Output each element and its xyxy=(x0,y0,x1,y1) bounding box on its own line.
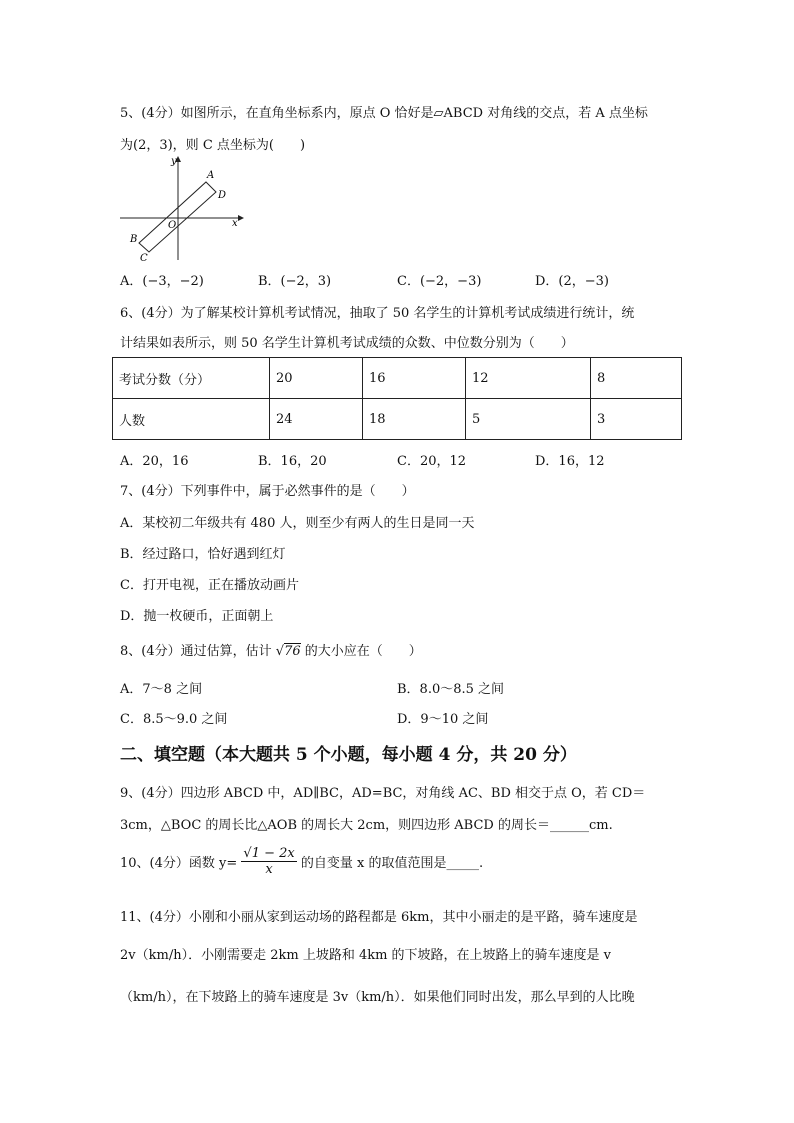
q10-denominator: x xyxy=(265,862,273,877)
q11-stem-line1: 11、(4分）小刚和小丽从家到运动场的路程都是 6km，其中小丽走的是平路，骑车速度是 xyxy=(120,910,638,925)
table-cell: 考试分数（分） xyxy=(113,358,270,399)
q7-option-b: B．经过路口，恰好遇到红灯 xyxy=(120,547,286,562)
table-row xyxy=(113,399,682,440)
section-title: 二、填空题（本大题共 5 个小题，每小题 4 分，共 20 分） xyxy=(120,745,577,765)
q7-stem: 7、(4分）下列事件中，属于必然事件的是（ ） xyxy=(120,484,415,499)
q5-option-d: D．(2，−3) xyxy=(535,274,610,289)
q8-stem xyxy=(120,640,422,659)
table-cell: 5 xyxy=(466,399,591,440)
table-cell: 24 xyxy=(270,399,363,440)
q8-option-b: B．8.0～8.5 之间 xyxy=(397,682,505,697)
q11-stem-line2: 2v（km/h）．小刚需要走 2km 上坡路和 4km 的下坡路，在上坡路上的骑车速度是 v xyxy=(120,948,612,963)
q5-option-b: B．(−2，3) xyxy=(258,274,332,289)
q7-option-a: A．某校初二年级共有 480 人，则至少有两人的生日是同一天 xyxy=(120,516,475,531)
table-cell: 18 xyxy=(363,399,466,440)
label-y: y xyxy=(171,156,177,167)
x-axis-arrow xyxy=(238,215,244,221)
q9-stem-line1: 9、(4分）四边形 ABCD 中，AD∥BC，AD=BC，对角线 AC、BD 相交于点 O，若 CD＝ xyxy=(120,786,646,801)
q5-option-c: C．(−2，−3) xyxy=(397,274,482,289)
q6-option-c: C．20，12 xyxy=(397,454,467,469)
q10-post: 的自变量 x 的取值范围是_____. xyxy=(300,856,484,871)
q6-stem-line1: 6、(4分）为了解某校计算机考试情况，抽取了 50 名学生的计算机考试成绩进行统计，统 xyxy=(120,306,635,321)
q10-numerator: √1 − 2x xyxy=(243,846,295,861)
q8-radical: √76 xyxy=(275,644,301,659)
table-cell: 人数 xyxy=(113,399,270,440)
q6-option-a: A．20，16 xyxy=(120,454,189,469)
score-table xyxy=(112,357,682,440)
coordinate-figure xyxy=(116,152,246,264)
table-cell: 12 xyxy=(466,358,591,399)
table-row xyxy=(113,358,682,399)
q5-stem-line1: 5、(4分）如图所示，在直角坐标系内，原点 O 恰好是▱ABCD 对角线的交点，若 A 点坐标 xyxy=(120,106,648,121)
label-x: x xyxy=(232,218,238,229)
q8-stem-post: 的大小应在（ ） xyxy=(304,644,422,659)
q8-option-a: A．7～8 之间 xyxy=(120,682,203,697)
label-b: B xyxy=(130,234,138,245)
q5-option-a: A．(−3，−2) xyxy=(120,274,204,289)
table-cell: 20 xyxy=(270,358,363,399)
q7-option-d: D．抛一枚硬币，正面朝上 xyxy=(120,609,274,624)
q6-option-b: B．16，20 xyxy=(258,454,327,469)
q8-option-c: C．8.5～9.0 之间 xyxy=(120,712,228,727)
q6-option-d: D．16，12 xyxy=(535,454,605,469)
q10-pre: 10、(4分）函数 y= xyxy=(120,856,238,871)
label-d: D xyxy=(218,190,227,201)
q11-stem-line3: （km/h），在下坡路上的骑车速度是 3v（km/h）．如果他们同时出发，那么早到的人比晚 xyxy=(120,990,635,1005)
q8-option-d: D．9～10 之间 xyxy=(397,712,489,727)
table-cell: 3 xyxy=(591,399,682,440)
q7-option-c: C．打开电视，正在播放动画片 xyxy=(120,578,299,593)
label-a: A xyxy=(207,170,215,181)
table-cell: 8 xyxy=(591,358,682,399)
q10-fraction xyxy=(241,846,296,877)
q6-stem-line2: 计结果如表所示，则 50 名学生计算机考试成绩的众数、中位数分别为（ ） xyxy=(120,336,574,351)
q8-stem-pre: 8、(4分）通过估算，估计 xyxy=(120,644,272,659)
label-c: C xyxy=(140,253,148,264)
q10-stem xyxy=(120,846,483,877)
table-cell: 16 xyxy=(363,358,466,399)
q9-stem-line2: 3cm，△BOC 的周长比△AOB 的周长大 2cm，则四边形 ABCD 的周长＝______cm. xyxy=(120,818,613,833)
label-o: O xyxy=(168,220,177,231)
q5-stem-line2: 为(2，3)，则 C 点坐标为( ) xyxy=(120,138,306,153)
q8-radicand: 76 xyxy=(284,644,301,659)
